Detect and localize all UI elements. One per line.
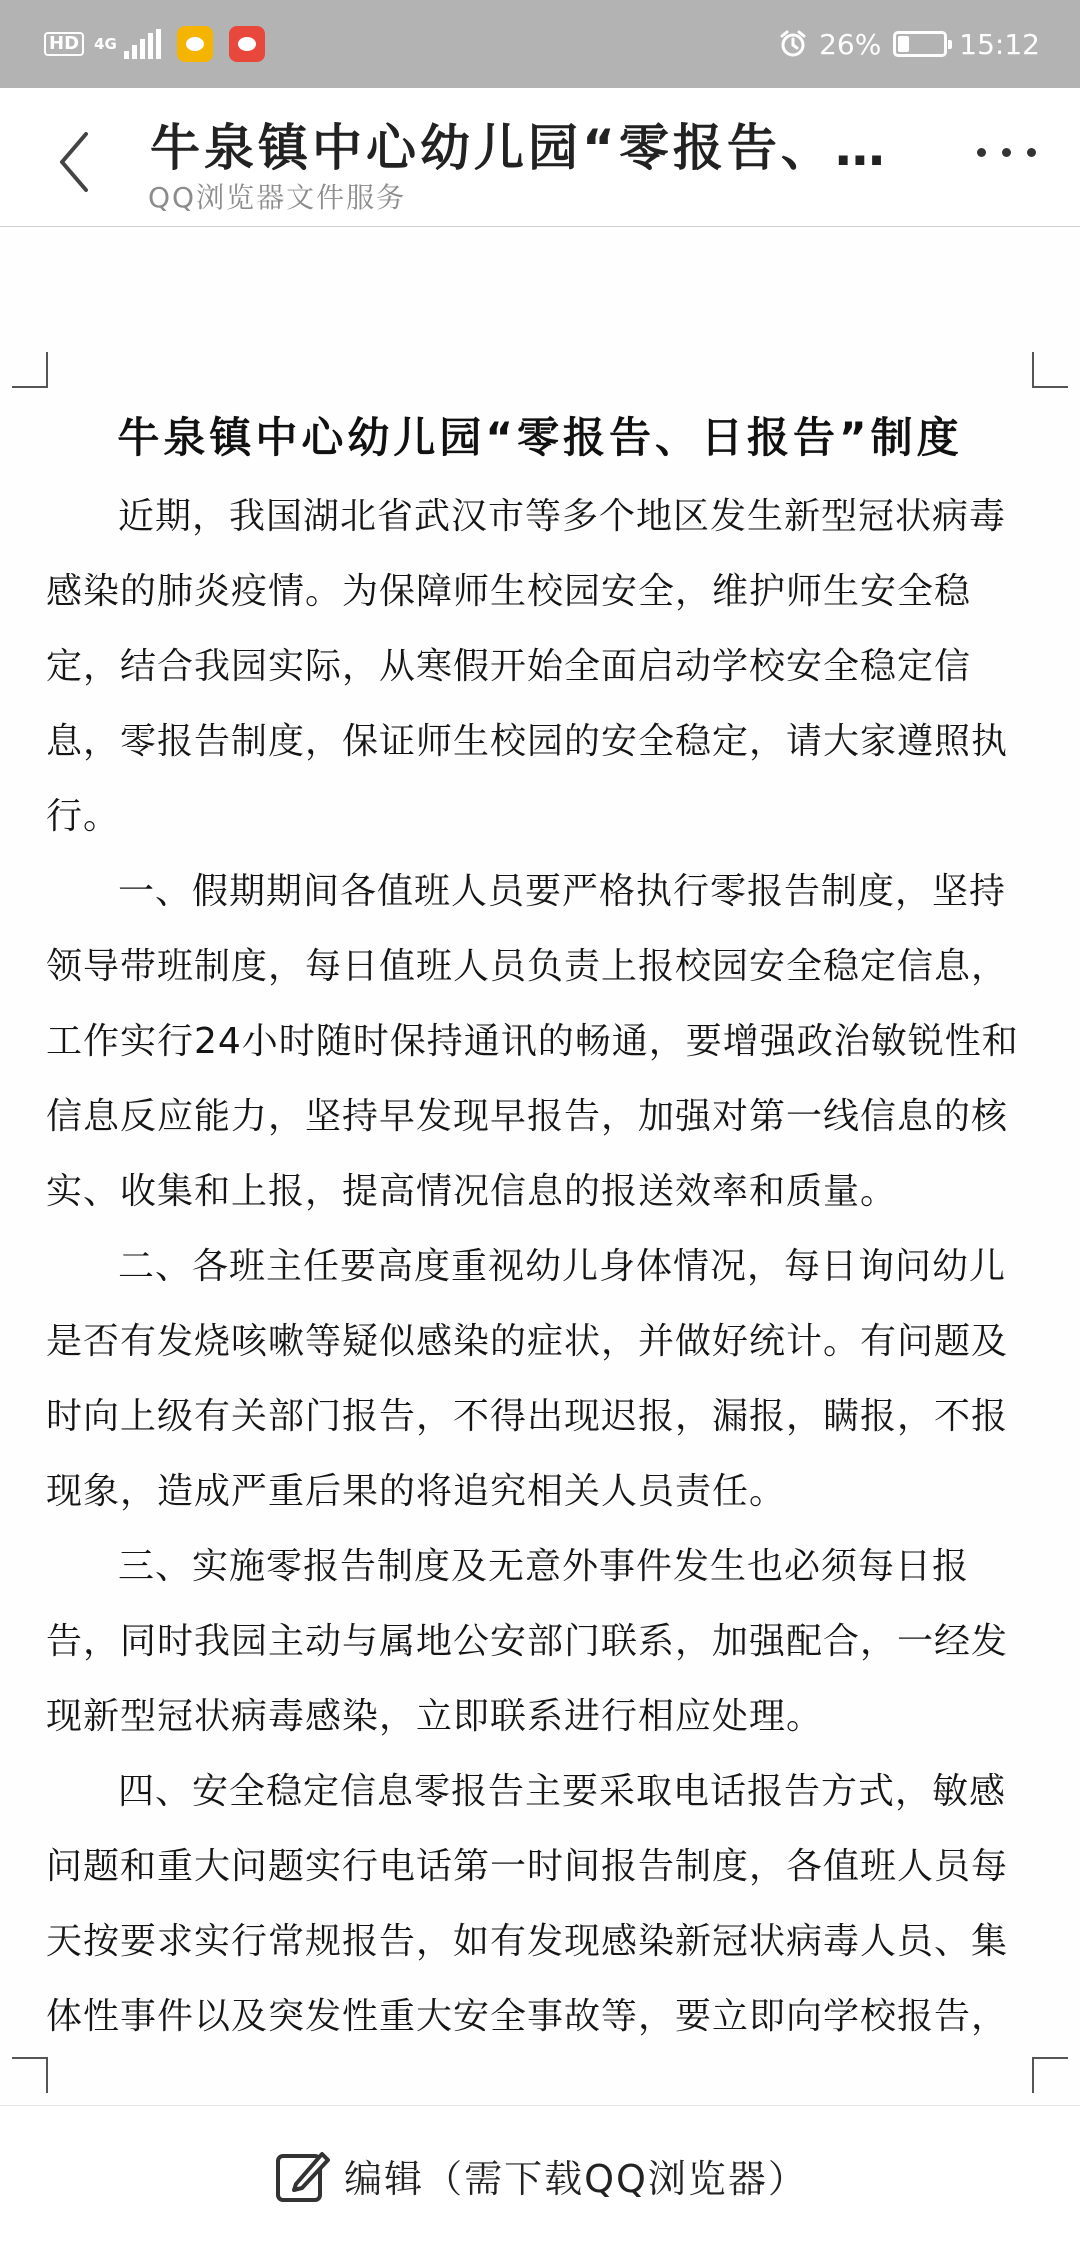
title-bar: [0, 88, 1080, 227]
page-corner-mark: [1032, 352, 1068, 388]
bottom-bar: [0, 2105, 1080, 2245]
more-options-button[interactable]: [977, 148, 1036, 157]
status-bar: [0, 0, 1080, 88]
paragraph: 一、假期期间各值班人员要严格执行零报告制度，坚持领导带班制度，每日值班人员负责上报校园安全稳定信息，工作实行24小时随时保持通讯的畅通，要增强政治敏锐性和信息反应能力，坚持早发现早报告，加强对第一线信息的核实、收集和上报，提高情况信息的报送效率和质量。: [46, 871, 1019, 1212]
signal-icon: [124, 29, 161, 59]
document-page[interactable]: [0, 227, 1080, 2105]
clock: 15:12: [959, 27, 1040, 61]
status-right: [779, 20, 1040, 68]
page-corner-mark: [12, 2057, 48, 2093]
status-left: [44, 22, 265, 66]
alarm-icon: [779, 30, 807, 58]
document-body: [46, 479, 1036, 2054]
hd-indicator: HD: [44, 32, 84, 56]
paragraph: 三、实施零报告制度及无意外事件发生也必须每日报告，同时我园主动与属地公安部门联系，加强配合，一经发现新型冠状病毒感染，立即联系进行相应处理。: [46, 1546, 1009, 1737]
edit-button[interactable]: [272, 2146, 808, 2206]
paragraph: 二、各班主任要高度重视幼儿身体情况，每日询问幼儿是否有发烧咳嗽等疑似感染的症状，并做好统计。有问题及时向上级有关部门报告，不得出现迟报，漏报，瞒报，不报现象，造成严重后果的将追究相关人员责任。: [46, 1246, 1009, 1512]
edit-icon: [272, 2146, 332, 2206]
more-dot-icon: [1027, 148, 1036, 157]
more-dot-icon: [977, 148, 986, 157]
document-heading: 牛泉镇中心幼儿园“零报告、日报告”制度: [117, 413, 963, 462]
back-arrow-icon: [56, 130, 92, 194]
edit-button-label: 编辑（需下载QQ浏览器）: [344, 2157, 808, 2201]
paragraph: 四、安全稳定信息零报告主要采取电话报告方式，敏感问题和重大问题实行电话第一时间报告制度，各值班人员每天按要求实行常规报告，如有发现感染新冠状病毒人员、集体性事件以及突发性重大安全事故等，要立即向学校报告，: [46, 1771, 1009, 2037]
page-corner-mark: [1032, 2057, 1068, 2093]
pig-app-icon: [229, 26, 265, 62]
battery-fill: [898, 36, 909, 52]
battery-icon: [893, 31, 947, 57]
back-button[interactable]: [44, 122, 104, 202]
more-dot-icon: [1002, 148, 1011, 157]
page-corner-mark: [12, 352, 48, 388]
paragraph: 近期，我国湖北省武汉市等多个地区发生新型冠状病毒感染的肺炎疫情。为保障师生校园安全，维护师生安全稳定，结合我园实际，从寒假开始全面启动学校安全稳定信息，零报告制度，保证师生校园的安全稳定，请大家遵照执行。: [46, 496, 1009, 837]
document-source: QQ浏览器文件服务: [148, 181, 407, 214]
battery-percent: 26%: [819, 27, 882, 61]
weibo-app-icon: [177, 26, 213, 62]
document-title: 牛泉镇中心幼儿园“零报告、…: [150, 119, 889, 177]
network-type: 4G: [94, 35, 117, 53]
